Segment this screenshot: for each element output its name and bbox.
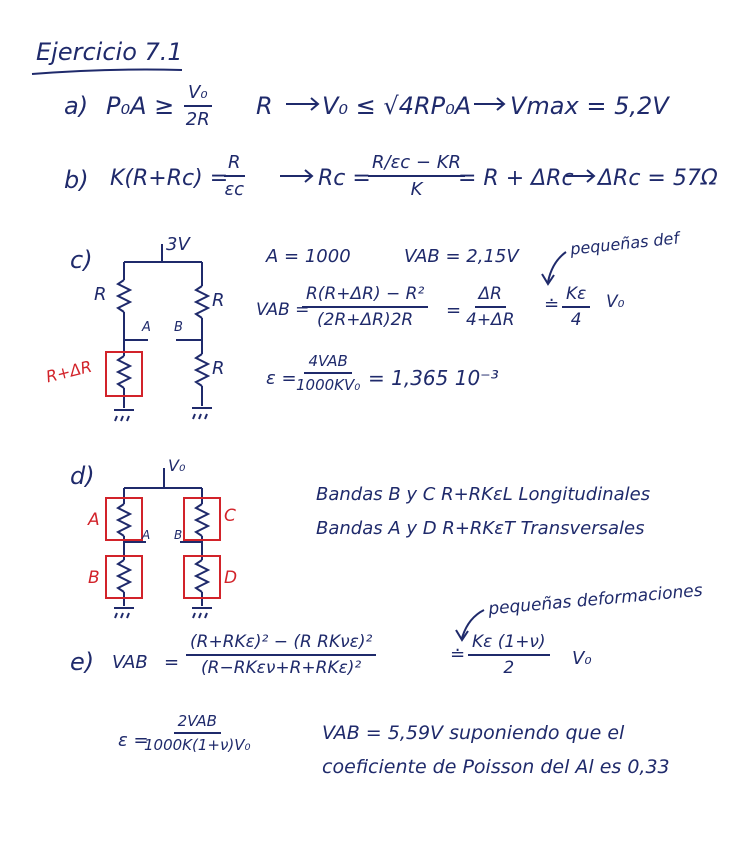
part-e-eps-label: ε = (118, 730, 149, 751)
part-e-eps-den: 1000K(1+ν)V₀ (144, 736, 251, 754)
part-e-eq-2: ≐ (450, 644, 466, 665)
part-d-line1: Bandas B y C R+RKεL Longitudinales (316, 484, 651, 505)
circuit-d-supply: V₀ (168, 456, 186, 475)
part-e-eps-fraction (144, 712, 250, 754)
part-a-label: a) (64, 92, 89, 120)
part-c-vab-value: VAB = 2,15V (404, 246, 519, 267)
circuit-c-node-a: A (142, 320, 151, 335)
part-e-eq: = (164, 652, 180, 673)
part-a-frac-num: V₀ (184, 82, 212, 107)
part-c-f3-tail: V₀ (606, 292, 625, 312)
part-c-f2-num: ΔR (475, 284, 506, 308)
part-e-label: e) (70, 648, 95, 676)
part-b-label: b) (64, 166, 89, 194)
gauge-d-label: D (224, 568, 238, 588)
part-b-tail: = R + ΔRc (458, 166, 574, 191)
part-e-f2-tail: V₀ (572, 648, 592, 669)
part-e-result-line1: VAB = 5,59V suponiendo que el (322, 722, 625, 744)
part-b-result: ΔRc = 57Ω (598, 166, 718, 191)
part-c-label: c) (70, 246, 93, 274)
gauge-c-label: C (224, 506, 236, 526)
part-c-note: pequeñas def (569, 228, 680, 259)
part-c-eps-num: 4VAB (304, 352, 351, 374)
part-e-result-line2: coeficiente de Poisson del Al es 0,33 (322, 756, 670, 778)
part-c-eps-result: = 1,365 10⁻³ (368, 366, 499, 390)
part-b-lhs: K(R+Rc) = (110, 166, 229, 191)
part-c-vab-label: VAB = (256, 300, 310, 320)
circuit-c-supply: 3V (166, 234, 190, 255)
part-e-fraction-2 (468, 632, 550, 678)
part-c-f1-den: (2R+ΔR)2R (317, 310, 414, 330)
part-c-f2-den: 4+ΔR (466, 310, 515, 330)
part-b-rc: Rc = (318, 166, 371, 191)
part-d-label: d) (70, 462, 95, 490)
circuit-c-r-right-top: R (212, 290, 225, 311)
part-e-eps-num: 2VAB (174, 712, 221, 734)
part-e-f2-num: Kε (1+ν) (468, 632, 550, 656)
part-e-f2-den: 2 (503, 658, 515, 678)
part-c-eq-2: ≐ (544, 294, 560, 315)
part-c-a-value: A = 1000 (266, 246, 351, 267)
part-c-eq-1: = (446, 300, 462, 321)
part-e-vab: VAB (112, 652, 148, 673)
part-a-tail: R (256, 92, 273, 120)
part-c-eps-label: ε = (266, 368, 297, 389)
part-b-f2-den: K (410, 179, 423, 200)
part-b-f1-den: εc (224, 179, 245, 200)
part-e-f1-den: (R−RKεν+R+RKε)² (201, 658, 362, 678)
part-b-f2-num: R/εc − KR (368, 152, 465, 177)
circuit-c-node-b: B (174, 320, 183, 335)
part-c-f3-den: 4 (570, 310, 582, 330)
circuit-c-r-right-bottom: R (212, 358, 225, 379)
strain-gauge-label: R+ΔR (44, 356, 94, 387)
part-d-line2: Bandas A y D R+RKεT Transversales (316, 518, 645, 539)
circuit-c-r-left-top: R (94, 284, 107, 305)
gauge-b-label: B (88, 568, 100, 588)
part-e-f1-num: (R+RKε)² − (R RKνε)² (186, 632, 376, 656)
part-c-f1-num: R(R+ΔR) − R² (302, 284, 428, 308)
part-a-frac-den: 2R (185, 109, 210, 130)
gauge-a-label: A (88, 510, 100, 530)
part-a-ineq: P₀A ≥ (106, 92, 175, 120)
circuit-d-node-a: A (142, 528, 151, 542)
part-c-f3-num: Kε (562, 284, 590, 308)
part-c-eps-den: 1000KV₀ (296, 376, 361, 394)
circuit-d-node-b: B (174, 528, 183, 542)
part-e-note: pequeñas deformaciones (487, 580, 704, 620)
part-a-result1: V₀ ≤ √4RP₀A (322, 92, 472, 120)
part-a-result2: Vmax = 5,2V (510, 92, 669, 120)
exercise-title: Ejercicio 7.1 (36, 38, 183, 66)
part-b-f1-num: R (224, 152, 245, 177)
